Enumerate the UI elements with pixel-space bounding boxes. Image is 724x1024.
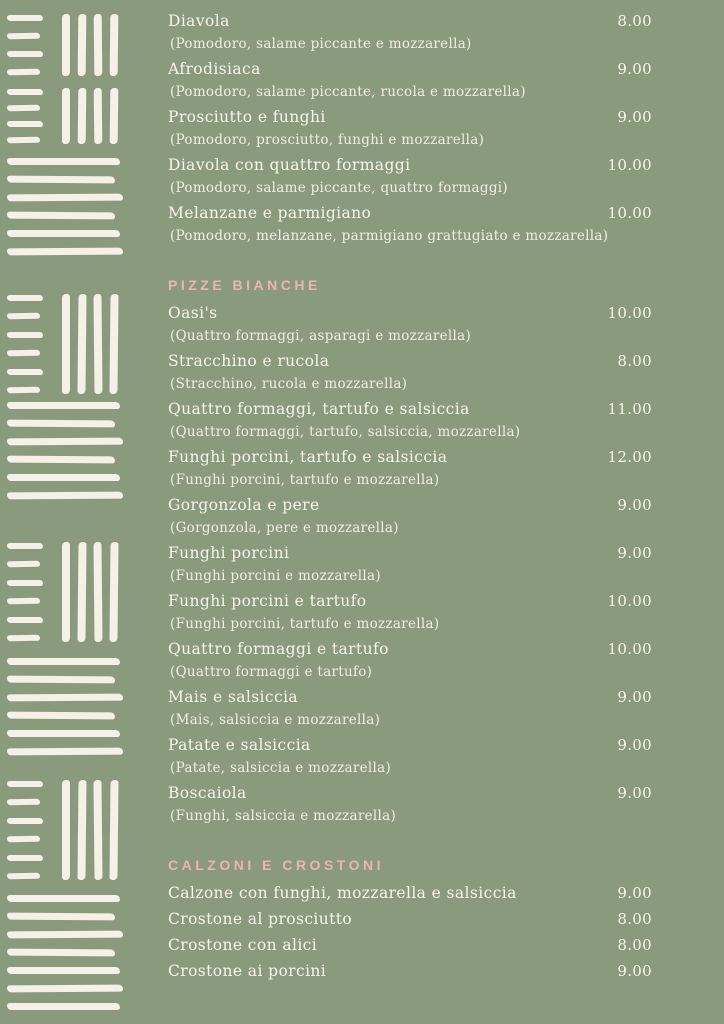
menu-item <box>168 686 652 731</box>
menu-item <box>168 106 652 151</box>
brush-stroke <box>110 88 119 144</box>
item-description: (Patate, salsiccia e mozzarella) <box>170 760 392 776</box>
item-price: 9.00 <box>617 60 652 78</box>
item-name: Quattro formaggi e tartufo <box>168 640 389 658</box>
brush-stroke <box>7 369 43 375</box>
item-name: Diavola con quattro formaggi <box>168 156 411 174</box>
item-name: Gorgonzola e pere <box>168 496 320 514</box>
brush-stroke <box>7 89 43 95</box>
menu-item-row <box>168 398 652 421</box>
menu-item <box>168 446 652 491</box>
brush-stroke <box>110 14 119 76</box>
brush-stroke <box>7 248 123 256</box>
brush-stroke <box>7 748 123 756</box>
brush-stroke <box>7 212 115 220</box>
brush-stroke <box>7 230 120 237</box>
brush-stroke <box>77 542 86 642</box>
brush-stroke <box>7 836 40 843</box>
brush-stroke <box>7 598 40 605</box>
item-name: Boscaiola <box>168 784 247 802</box>
item-description: (Quattro formaggi, tartufo, salsiccia, mozzarella) <box>170 424 521 440</box>
brush-stroke <box>7 712 115 720</box>
item-price: 9.00 <box>617 108 652 126</box>
brush-stroke <box>62 294 70 394</box>
menu-item-row <box>168 446 652 469</box>
brush-stroke <box>7 295 43 301</box>
brush-stroke <box>78 14 87 76</box>
item-price: 9.00 <box>617 884 652 902</box>
menu-item-row <box>168 10 652 33</box>
brush-stroke <box>7 1003 120 1010</box>
item-description: (Pomodoro, melanzane, parmigiano grattugiato e mozzarella) <box>170 228 609 244</box>
menu-item-row <box>168 734 652 757</box>
item-price: 10.00 <box>607 204 652 222</box>
item-description: (Funghi porcini, tartufo e mozzarella) <box>170 616 440 632</box>
brush-stroke <box>62 14 70 76</box>
item-description: (Quattro formaggi e tartufo) <box>170 664 373 680</box>
brush-stroke <box>7 658 120 665</box>
menu-item <box>168 782 652 827</box>
item-description: (Pomodoro, prosciutto, funghi e mozzarella) <box>170 132 485 148</box>
menu-item-row <box>168 782 652 805</box>
brush-stroke <box>7 676 115 684</box>
menu-section <box>168 857 652 983</box>
short-horizontal-strokes <box>7 543 43 641</box>
brush-stroke <box>7 730 120 737</box>
item-price: 8.00 <box>617 352 652 370</box>
vertical-strokes <box>62 542 118 642</box>
brush-stroke <box>7 158 120 165</box>
menu-section <box>168 10 652 247</box>
brush-stroke <box>7 456 115 464</box>
brush-stroke <box>7 781 43 787</box>
brush-stroke <box>7 931 123 939</box>
brush-stroke <box>7 967 120 974</box>
brush-stroke <box>7 617 43 623</box>
item-price: 10.00 <box>607 156 652 174</box>
menu-section <box>168 277 652 827</box>
item-name: Funghi porcini, tartufo e salsiccia <box>168 448 448 466</box>
menu-item-row <box>168 960 652 983</box>
menu-item <box>168 734 652 779</box>
horizontal-strokes-group <box>7 158 123 255</box>
section-title: PIZZE BIANCHE <box>168 277 321 293</box>
brush-stroke <box>7 420 115 428</box>
item-description: (Funghi porcini, tartufo e mozzarella) <box>170 472 440 488</box>
brush-stroke <box>7 194 123 202</box>
item-name: Funghi porcini e tartufo <box>168 592 367 610</box>
brush-stroke <box>7 121 43 127</box>
item-name: Afrodisiaca <box>168 60 261 78</box>
menu-item-row <box>168 908 652 931</box>
menu-item-row <box>168 302 652 325</box>
brush-stroke <box>62 780 70 880</box>
brush-stroke <box>7 818 43 824</box>
menu-item-row <box>168 934 652 957</box>
short-horizontal-strokes <box>7 781 43 879</box>
item-description: (Pomodoro, salame piccante, quattro formaggi) <box>170 180 508 196</box>
menu-item-row <box>168 106 652 129</box>
horizontal-strokes-group <box>7 402 123 499</box>
horizontal-strokes-group <box>7 895 123 1010</box>
brush-stroke <box>7 137 40 144</box>
brush-stroke-decoration <box>0 0 145 1024</box>
menu-item <box>168 908 652 931</box>
item-name: Crostone con alici <box>168 936 318 954</box>
brush-stroke <box>109 294 118 394</box>
menu-item <box>168 302 652 347</box>
menu-item-row <box>168 154 652 177</box>
item-price: 9.00 <box>617 544 652 562</box>
item-price: 9.00 <box>617 784 652 802</box>
item-name: Crostone ai porcini <box>168 962 327 980</box>
brush-stroke <box>7 694 123 702</box>
brush-stroke <box>7 799 40 806</box>
vertical-strokes <box>62 294 118 394</box>
menu-item <box>168 494 652 539</box>
vertical-strokes <box>62 780 118 880</box>
item-name: Funghi porcini <box>168 544 290 562</box>
brush-stroke <box>77 294 86 394</box>
brush-stroke <box>7 635 40 642</box>
item-price: 8.00 <box>617 12 652 30</box>
item-description: (Pomodoro, salame piccante e mozzarella) <box>170 36 472 52</box>
brush-stroke <box>7 15 43 21</box>
item-price: 11.00 <box>607 400 652 418</box>
menu-item-row <box>168 542 652 565</box>
item-name: Quattro formaggi, tartufo e salsiccia <box>168 400 470 418</box>
brush-stroke <box>7 69 40 76</box>
item-name: Mais e salsiccia <box>168 688 299 706</box>
menu-item-row <box>168 202 652 225</box>
brush-stroke <box>7 474 120 481</box>
item-price: 10.00 <box>607 640 652 658</box>
brush-stroke <box>94 88 103 144</box>
item-name: Stracchino e rucola <box>168 352 330 370</box>
menu-item <box>168 154 652 199</box>
section-title: CALZONI E CROSTONI <box>168 857 384 873</box>
item-price: 8.00 <box>617 910 652 928</box>
item-name: Prosciutto e funghi <box>168 108 326 126</box>
brush-stroke <box>7 580 43 586</box>
brush-stroke <box>7 492 123 500</box>
short-horizontal-strokes <box>7 89 43 143</box>
brush-stroke <box>7 402 120 409</box>
item-description: (Pomodoro, salame piccante, rucola e mozzarella) <box>170 84 526 100</box>
item-price: 9.00 <box>617 962 652 980</box>
menu-item-row <box>168 350 652 373</box>
brush-stroke <box>7 350 40 357</box>
item-name: Diavola <box>168 12 230 30</box>
brush-stroke <box>7 985 123 993</box>
item-description: (Stracchino, rucola e mozzarella) <box>170 376 408 392</box>
menu-item <box>168 960 652 983</box>
brush-stroke <box>7 51 43 57</box>
brush-stroke <box>7 913 115 921</box>
brush-stroke <box>109 542 118 642</box>
item-name: Patate e salsiccia <box>168 736 311 754</box>
menu-item-row <box>168 590 652 613</box>
menu-item <box>168 202 652 247</box>
brush-stroke <box>93 294 102 394</box>
item-name: Oasi's <box>168 304 218 322</box>
item-price: 9.00 <box>617 496 652 514</box>
menu-item-row <box>168 58 652 81</box>
brush-stroke <box>62 88 70 144</box>
item-description: (Quattro formaggi, asparagi e mozzarella) <box>170 328 472 344</box>
short-horizontal-strokes <box>7 295 43 393</box>
item-price: 10.00 <box>607 592 652 610</box>
item-price: 9.00 <box>617 736 652 754</box>
brush-stroke <box>7 949 115 957</box>
brush-stroke <box>94 14 103 76</box>
menu-item <box>168 590 652 635</box>
vertical-strokes <box>62 88 118 144</box>
brush-stroke <box>7 105 40 112</box>
short-horizontal-strokes <box>7 15 43 75</box>
brush-stroke <box>78 88 87 144</box>
menu-item <box>168 934 652 957</box>
menu-item-row <box>168 686 652 709</box>
menu-item-row <box>168 638 652 661</box>
brush-stroke <box>7 895 120 902</box>
item-price: 12.00 <box>607 448 652 466</box>
horizontal-strokes-group <box>7 658 123 755</box>
item-description: (Gorgonzola, pere e mozzarella) <box>170 520 399 536</box>
brush-stroke <box>7 855 43 861</box>
item-price: 8.00 <box>617 936 652 954</box>
brush-stroke <box>7 438 123 446</box>
item-name: Calzone con funghi, mozzarella e salsiccia <box>168 884 517 902</box>
item-price: 10.00 <box>607 304 652 322</box>
brush-stroke <box>93 780 102 880</box>
menu-item <box>168 882 652 905</box>
menu-item <box>168 350 652 395</box>
brush-stroke <box>77 780 86 880</box>
brush-stroke <box>7 387 40 394</box>
brush-stroke <box>7 332 43 338</box>
menu-item <box>168 542 652 587</box>
item-description: (Funghi porcini e mozzarella) <box>170 568 381 584</box>
brush-stroke <box>7 176 115 184</box>
item-description: (Funghi, salsiccia e mozzarella) <box>170 808 397 824</box>
item-description: (Mais, salsiccia e mozzarella) <box>170 712 381 728</box>
item-price: 9.00 <box>617 688 652 706</box>
item-name: Crostone al prosciutto <box>168 910 353 928</box>
brush-stroke <box>7 543 43 549</box>
menu-item-row <box>168 882 652 905</box>
brush-stroke <box>93 542 102 642</box>
menu-item <box>168 10 652 55</box>
item-name: Melanzane e parmigiano <box>168 204 372 222</box>
brush-stroke <box>7 313 40 320</box>
menu-item-row <box>168 494 652 517</box>
menu-item <box>168 58 652 103</box>
vertical-strokes <box>62 14 118 76</box>
brush-stroke <box>7 33 40 40</box>
brush-stroke <box>62 542 70 642</box>
menu-item <box>168 638 652 683</box>
menu-item <box>168 398 652 443</box>
brush-stroke <box>7 561 40 568</box>
brush-stroke <box>109 780 118 880</box>
menu-sections <box>168 0 652 986</box>
brush-stroke <box>7 873 40 880</box>
